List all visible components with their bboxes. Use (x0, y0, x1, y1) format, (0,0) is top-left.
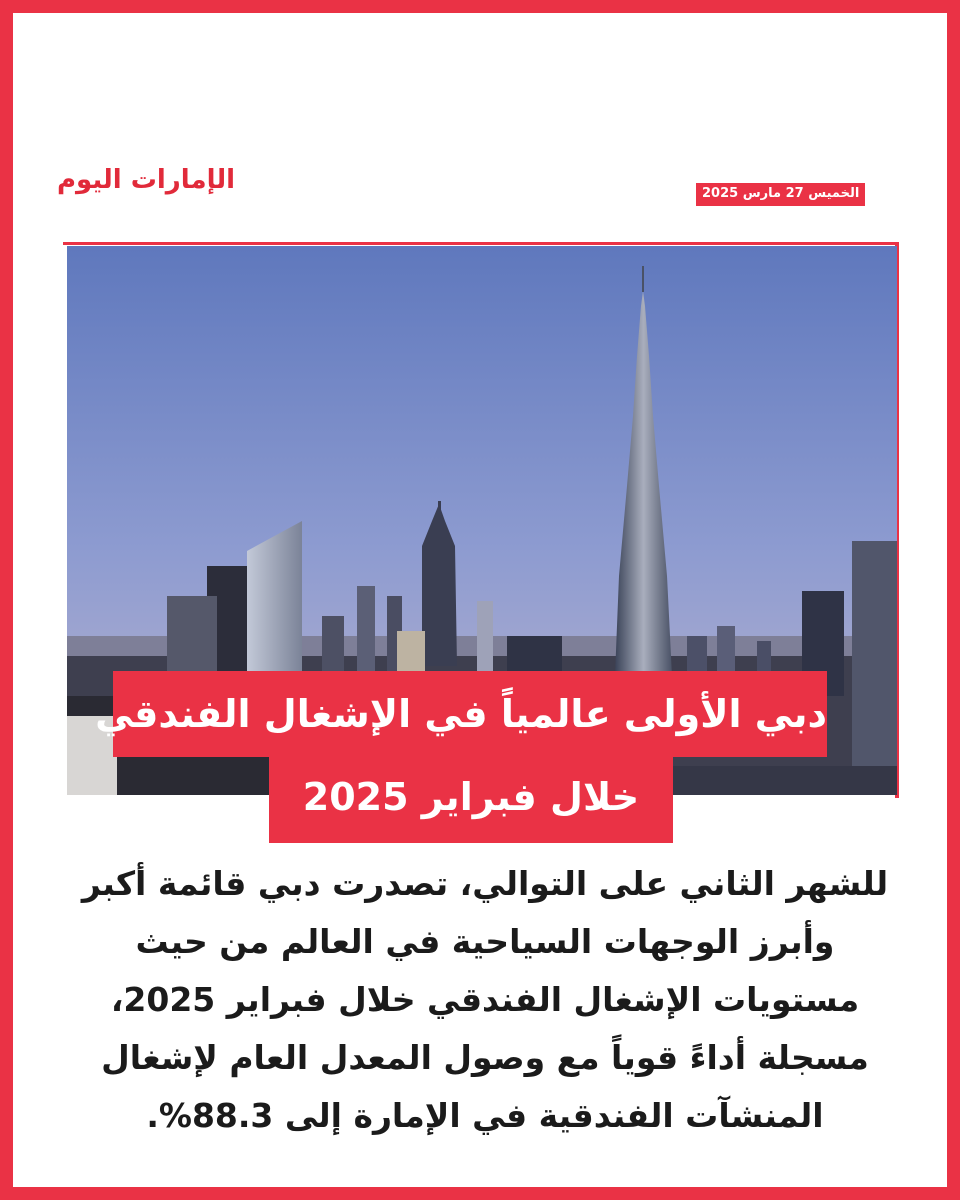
headline (13, 671, 947, 851)
dateline: الخميس 27 مارس 2025 (696, 183, 865, 206)
headline-line-1: دبي الأولى عالمياً في الإشغال الفندقي (113, 671, 827, 757)
brand-logo: الإمارات اليوم (57, 165, 236, 195)
post-card (13, 13, 947, 1187)
photo-frame-accent-top (63, 242, 899, 245)
headline-line-2: خلال فبراير 2025 (269, 757, 673, 843)
article-body: للشهر الثاني على التوالي، تصدرت دبي قائمة أكبر وأبرز الوجهات السياحية في العالم من حيث مستويات الإشغال الفندقي خلال فبراير 2025، مسجلة أداءً قوياً مع وصول المعدل العام لإشغال المنشآت الفندقية في الإمارة إلى 88.3%. (81, 864, 889, 1135)
